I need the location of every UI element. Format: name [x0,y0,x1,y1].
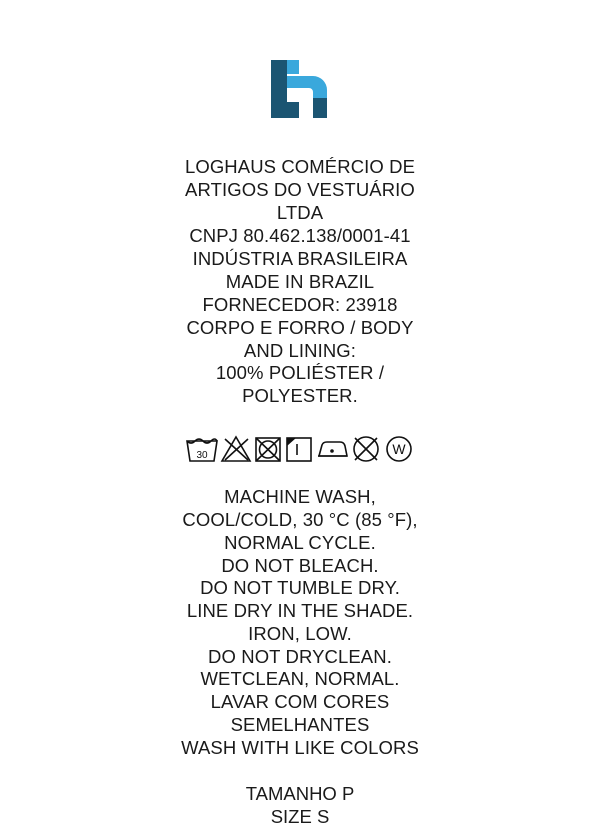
care-line: COOL/COLD, 30 °C (85 °F), [182,509,418,531]
do-not-tumble-dry-symbol [253,434,283,464]
care-line: LINE DRY IN THE SHADE. [186,600,414,622]
care-line: NORMAL CYCLE. [224,531,376,553]
cnpj-line: CNPJ 80.462.138/0001-41 [189,224,411,246]
company-cnpj [189,225,410,248]
composition-line: POLYESTER. [242,385,358,407]
size-line: SIZE S [270,806,330,828]
care-line: DO NOT DRYCLEAN. [208,645,392,667]
care-instructions [181,486,419,759]
do-not-dryclean-symbol [350,434,382,464]
size-line: TAMANHO P [245,783,355,805]
origin-line: INDÚSTRIA BRASILEIRA [192,247,408,269]
composition-line: AND LINING: [243,339,357,361]
company-name-line: LTDA [276,201,324,223]
svg-text:W: W [392,441,406,458]
origin [193,248,408,294]
origin-line: MADE IN BRAZIL [225,270,375,292]
care-line: SEMELHANTES [230,713,370,735]
composition-line: CORPO E FORRO / BODY [186,316,414,338]
wetclean-normal-symbol [383,434,415,464]
care-line: DO NOT BLEACH. [221,554,379,576]
composition [186,317,413,409]
company-name [185,156,415,225]
composition-line: 100% POLIÉSTER / [215,362,385,384]
care-line: LAVAR COM CORES [210,691,390,713]
care-symbol-row [185,434,415,464]
company-name-line: ARTIGOS DO VESTUÁRIO [185,178,415,200]
care-line: WETCLEAN, NORMAL. [200,668,400,690]
supplier-line: FORNECEDOR: 23918 [202,293,398,315]
supplier-code [203,294,398,317]
line-dry-in-shade-symbol [284,434,314,464]
svg-text:30: 30 [196,450,208,462]
company-name-line: LOGHAUS COMÉRCIO DE [184,156,416,177]
care-line: IRON, LOW. [248,622,352,644]
care-line: MACHINE WASH, [224,486,376,508]
loghaus-logo [269,58,331,130]
machine-wash-30-symbol [185,434,219,464]
size-info [246,783,355,829]
iron-low-symbol [315,434,349,464]
care-line: DO NOT TUMBLE DRY. [200,577,400,599]
care-line: WASH WITH LIKE COLORS [181,736,419,758]
do-not-bleach-symbol [220,434,252,464]
